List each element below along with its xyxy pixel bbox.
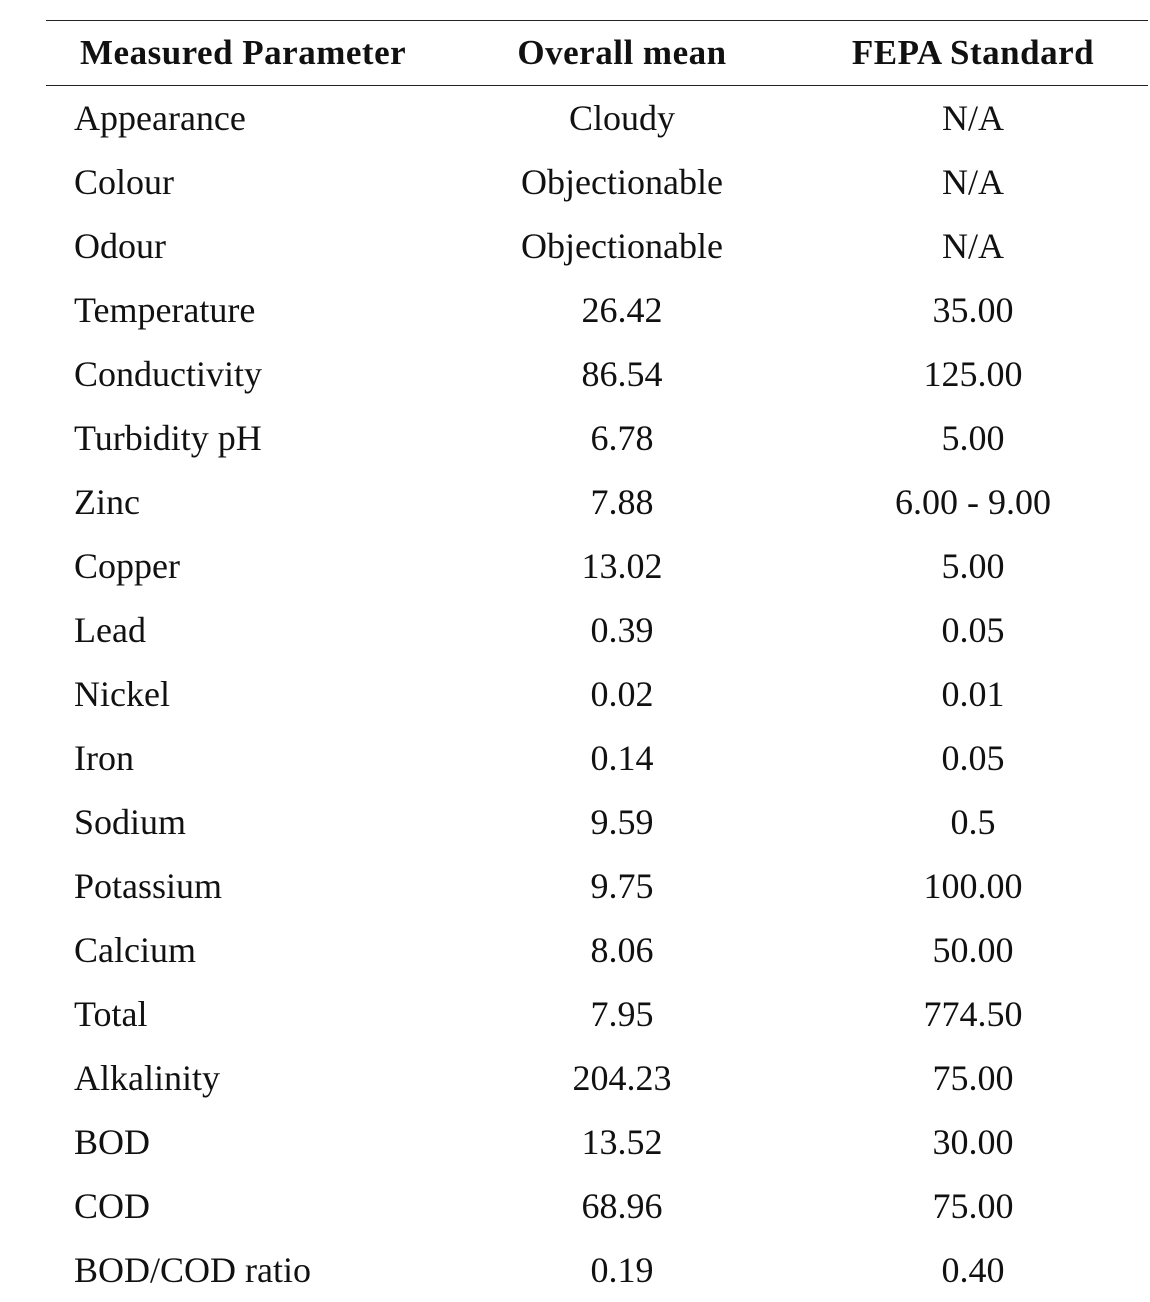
cell-overall-mean: 86.54 xyxy=(581,354,663,394)
cell-fepa-standard: 125.00 xyxy=(923,354,1023,394)
cell-parameter: Colour xyxy=(74,162,175,202)
table-header xyxy=(46,21,1148,85)
cell-fepa-standard: 774.50 xyxy=(923,994,1023,1034)
cell-overall-mean: 26.42 xyxy=(581,290,663,330)
cell-fepa-standard: 0.5 xyxy=(950,802,996,842)
cell-fepa-standard: 5.00 xyxy=(941,546,1005,586)
cell-parameter: Potassium xyxy=(74,866,223,906)
table-row xyxy=(46,406,1148,470)
cell-overall-mean: 0.19 xyxy=(590,1250,654,1290)
table-row xyxy=(46,150,1148,214)
cell-overall-mean: 9.75 xyxy=(590,866,654,906)
cell-overall-mean: 7.95 xyxy=(590,994,654,1034)
cell-parameter: Calcium xyxy=(74,930,196,970)
table-row xyxy=(46,1046,1148,1110)
header-row xyxy=(46,21,1148,85)
cell-parameter: Alkalinity xyxy=(74,1058,220,1098)
cell-overall-mean: 0.14 xyxy=(590,738,654,778)
cell-parameter: Copper xyxy=(74,546,180,586)
cell-parameter: BOD/COD ratio xyxy=(74,1250,311,1290)
cell-fepa-standard: 30.00 xyxy=(932,1122,1014,1162)
cell-parameter: Sodium xyxy=(74,802,187,842)
cell-parameter: BOD xyxy=(74,1122,151,1162)
cell-overall-mean: 0.39 xyxy=(590,610,654,650)
table-row xyxy=(46,854,1148,918)
cell-overall-mean: Objectionable xyxy=(521,226,723,266)
table-row xyxy=(46,214,1148,278)
cell-fepa-standard: 0.01 xyxy=(941,674,1005,714)
parameters-table-body xyxy=(46,86,1148,1302)
cell-fepa-standard: 35.00 xyxy=(932,290,1014,330)
cell-fepa-standard: 0.05 xyxy=(941,738,1005,778)
cell-overall-mean: 13.52 xyxy=(581,1122,663,1162)
cell-parameter: Iron xyxy=(74,738,134,778)
cell-overall-mean: 8.06 xyxy=(590,930,654,970)
cell-overall-mean: 68.96 xyxy=(581,1186,663,1226)
table-row xyxy=(46,982,1148,1046)
table-row xyxy=(46,534,1148,598)
cell-overall-mean: 204.23 xyxy=(572,1058,672,1098)
cell-fepa-standard: 75.00 xyxy=(932,1186,1014,1226)
parameters-table xyxy=(46,21,1148,85)
cell-parameter: Nickel xyxy=(74,674,170,714)
header-measured-parameter: Measured Parameter xyxy=(80,33,407,72)
cell-parameter: Total xyxy=(74,994,148,1034)
table-row xyxy=(46,662,1148,726)
cell-overall-mean: 0.02 xyxy=(590,674,654,714)
table-row xyxy=(46,1174,1148,1238)
cell-parameter: Turbidity pH xyxy=(74,418,262,458)
table-body xyxy=(46,86,1148,1302)
cell-parameter: Lead xyxy=(74,610,146,650)
table-row xyxy=(46,1110,1148,1174)
cell-overall-mean: Objectionable xyxy=(521,162,723,202)
table-row xyxy=(46,1238,1148,1302)
header-overall-mean: Overall mean xyxy=(517,33,727,72)
parameters-table-wrapper xyxy=(46,20,1148,1302)
table-row xyxy=(46,470,1148,534)
cell-overall-mean: 6.78 xyxy=(590,418,654,458)
header-fepa-standard: FEPA Standard xyxy=(851,33,1095,72)
cell-fepa-standard: 0.40 xyxy=(941,1250,1005,1290)
table-row xyxy=(46,86,1148,150)
cell-fepa-standard: 0.05 xyxy=(941,610,1005,650)
cell-fepa-standard: 100.00 xyxy=(923,866,1023,906)
table-row xyxy=(46,726,1148,790)
cell-fepa-standard: N/A xyxy=(942,98,1004,138)
cell-fepa-standard: 6.00 - 9.00 xyxy=(895,482,1051,522)
cell-fepa-standard: 5.00 xyxy=(941,418,1005,458)
cell-fepa-standard: 75.00 xyxy=(932,1058,1014,1098)
cell-overall-mean: 7.88 xyxy=(590,482,654,522)
cell-fepa-standard: N/A xyxy=(942,226,1004,266)
cell-parameter: Zinc xyxy=(74,482,140,522)
cell-fepa-standard: 50.00 xyxy=(932,930,1014,970)
table-row xyxy=(46,918,1148,982)
cell-parameter: Odour xyxy=(74,226,166,266)
cell-parameter: Conductivity xyxy=(74,354,262,394)
cell-parameter: COD xyxy=(74,1186,151,1226)
cell-parameter: Temperature xyxy=(74,290,256,330)
cell-overall-mean: Cloudy xyxy=(568,98,675,138)
table-row xyxy=(46,342,1148,406)
cell-fepa-standard: N/A xyxy=(942,162,1004,202)
cell-overall-mean: 13.02 xyxy=(581,546,663,586)
table-row xyxy=(46,790,1148,854)
table-row xyxy=(46,278,1148,342)
cell-parameter: Appearance xyxy=(74,98,246,138)
table-row xyxy=(46,598,1148,662)
cell-overall-mean: 9.59 xyxy=(590,802,654,842)
